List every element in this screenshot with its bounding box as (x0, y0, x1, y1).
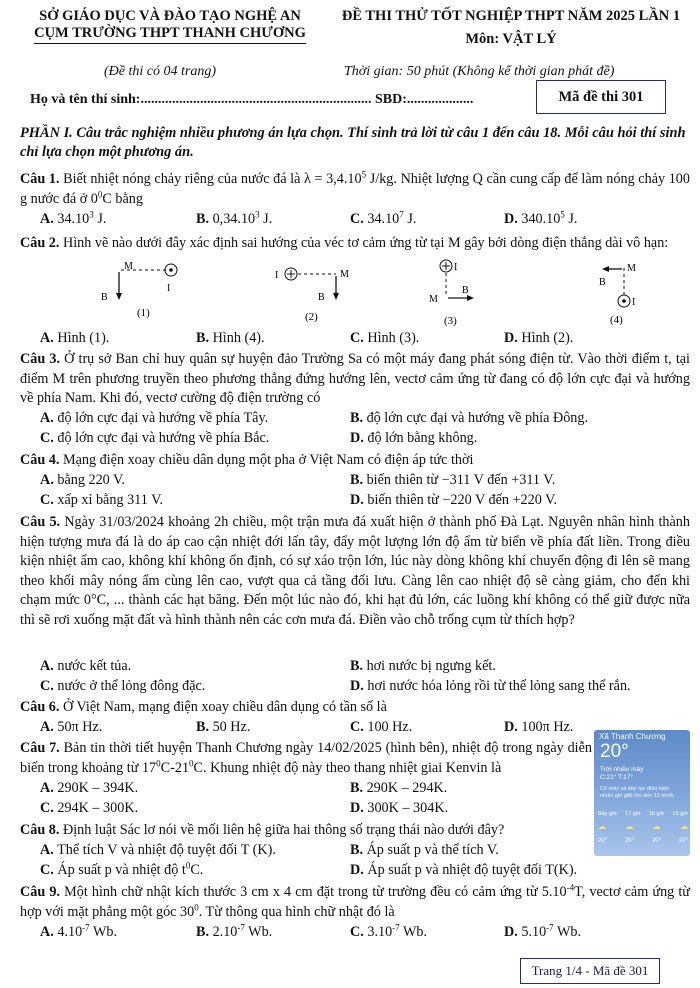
fig4-caption: (4) (610, 314, 623, 326)
fig4-i-label: I (632, 297, 636, 308)
q9-label: Câu 9. (20, 884, 60, 900)
q9-option-d[interactable]: D. $5.10^{-7}$ Wb. (504, 922, 581, 940)
q5-option-b[interactable]: B. hơi nước bị ngưng kết. (350, 658, 496, 674)
fig3-i-label: I (454, 262, 458, 273)
q2-option-c[interactable]: C. Hình (3). (350, 330, 420, 346)
weather-note: Có mây và tiếp tục điều kiện nhiều gió giật lên đến 12 km/h. (600, 786, 675, 799)
q2-text: Hình vẽ nào dưới đây xác định sai hướng của véc tơ cảm ứng từ tại M gây bởi dòng điện thẳng dài vô hạn: (59, 235, 669, 251)
fig1-m-label: M (124, 261, 133, 272)
fig1-b-label: B (101, 292, 108, 303)
fig1-caption: (1) (137, 307, 150, 319)
q2-option-d[interactable]: D. Hình (2). (504, 330, 574, 346)
fig3-caption: (3) (444, 315, 457, 327)
fig3-b-label: B (462, 285, 469, 296)
question-4 (20, 451, 690, 471)
student-line: Họ và tên thí sinh:.................................................................. SBD:................... (30, 92, 474, 107)
subject: Môn: VẬT LÝ (465, 31, 557, 47)
q1-option-c[interactable]: C. 34.10$^7$ J. (350, 209, 417, 227)
cloud-icon: ☁ (598, 822, 606, 831)
q6-option-a[interactable]: A. 50π Hz. (40, 719, 103, 735)
q5-text: Ngày 31/03/2024 khoảng 2h chiều, một trận mưa đá xuất hiện ở thành phố Đà Lạt. Nguyên nhân hình thành hiện tượng mưa đá là do áp cao cận nhiệt đới lấn tây, đẩy một lượng lớn độ ẩm từ biển về phía đất liền. Trong điều kiện nhiệt ẩm cao, không khí không ổn định, có sự xáo trộn lớn, lúc này dòng không khí chuyển động đi lên sẽ mang theo khối mây nóng ẩm cùng lên cao, vượt qua cả tầng đối lưu. Càng lên cao nhiệt độ sẽ càng giảm, cho đến khi chạm mức 0°C, ... thành các hạt băng. Đến một lúc nào đó, khi hạt đủ lớn, các luồng khí không có thể giữ được nữa thì sẽ rơi xuống mặt đất và hình thành nên các cơn mưa đá. Điền vào chỗ trống cụm từ thích hợp? (20, 514, 690, 628)
question-7: Câu 7. Bản tin thời tiết huyện Thanh Chương ngày 14/02/2025 (hình bên), nhiệt độ trong ngày diễn biến trong khoảng từ $17^0C-21^0C$. Khung nhiệt độ này theo thang nhiệt giai Kenvin là (20, 740, 592, 776)
q1-text-c: C bằng (102, 190, 143, 207)
q6-label: Câu 6. (20, 699, 60, 715)
page-footer: Trang 1/4 - Mã đề 301 (520, 958, 660, 984)
q5-option-a[interactable]: A. nước kết tủa. (40, 658, 132, 674)
q5-label: Câu 5. (20, 514, 61, 530)
fig1-i-label: I (167, 283, 171, 294)
q2-option-a[interactable]: A. Hình (1). (40, 330, 110, 346)
q2-figure-3 (426, 256, 496, 330)
weather-city: Xã Thanh Chương (599, 732, 666, 741)
cloud-icon: ☁ (652, 822, 661, 831)
q2-label: Câu 2. (20, 235, 60, 251)
q1-text-b: J/kg. Nhiệt lượng Q cần cung cấp để làm nóng chảy 100 g nước đá ở 0 (20, 171, 690, 207)
q9-option-a[interactable]: A. $4.10^{-7}$ Wb. (40, 922, 117, 940)
exam-title-block (326, 8, 696, 48)
q2-figure-4 (594, 256, 664, 330)
q2-figure-2 (272, 262, 362, 326)
q2-figure-1 (95, 258, 195, 322)
weather-hours: Bây giờ 17 giờ 18 giờ 19 giờ (598, 811, 688, 817)
question-1 (20, 170, 690, 209)
q1-label: Câu 1. (20, 171, 60, 187)
question-5 (20, 513, 690, 630)
exam-code-box: Mã đề thi 301 (536, 80, 666, 114)
fig2-caption: (2) (305, 311, 318, 323)
q4-text: Mạng điện xoay chiều dân dụng một pha ở Việt Nam có điện áp tức thời (59, 452, 474, 468)
q7-option-d[interactable]: D. 300K – 304K. (350, 800, 449, 816)
q9-option-c[interactable]: C. $3.10^{-7}$ Wb. (350, 922, 427, 940)
question-9: Câu 9. Một hình chữ nhật kích thước 3 cm x 4 cm đặt trong từ trường đều có cảm ứng từ $5.10^{-4}T$, vectơ cảm ứng từ hợp với mặt phẳng một góc $30^0$. Từ thông qua hình chữ nhật đó là (20, 882, 691, 920)
q4-option-b[interactable]: B. biến thiên từ −311 V đến +311 V. (350, 472, 556, 488)
q2-option-b[interactable]: B. Hình (4). (196, 330, 265, 346)
cloud-icon: ☁ (679, 822, 688, 831)
org-block (20, 8, 320, 44)
weather-hour-temps: 20° 20° 20° 20° (598, 838, 688, 844)
question-8 (20, 821, 690, 841)
q4-option-c[interactable]: C. xấp xỉ bằng 311 V. (40, 492, 164, 508)
q7-option-a[interactable]: A. 290K – 394K. (40, 780, 139, 796)
q3-option-c[interactable]: C. độ lớn cực đại và hướng về phía Bắc. (40, 430, 270, 446)
fig4-b-label: B (599, 277, 606, 288)
q7-label: Câu 7. (20, 740, 60, 756)
q8-option-a[interactable]: A. Thể tích V và nhiệt độ tuyệt đối T (K). (40, 842, 276, 858)
time-note: Thời gian: 50 phút (Không kể thời gian phát đề) (344, 64, 615, 79)
cloud-icon: ☁ (625, 822, 634, 831)
weather-desc: Trời nhiều mây C:21° T:17° (600, 766, 644, 781)
q5-option-d[interactable]: D. hơi nước hóa lỏng rồi từ thể lỏng sang thể rắn. (350, 678, 631, 694)
q7-option-b[interactable]: B. 290K – 294K. (350, 780, 448, 796)
q3-option-b[interactable]: B. độ lớn cực đại và hướng về phía Đông. (350, 410, 589, 426)
q1-text-a: Biết nhiệt nóng chảy riêng của nước đá là λ = 3,4.10 (59, 171, 362, 187)
q6-option-b[interactable]: B. 50 Hz. (196, 719, 251, 735)
part1-heading: PHẦN I. Câu trắc nghiệm nhiều phương án lựa chọn. Thí sinh trả lời từ câu 1 đến câu 18. Mỗi câu hỏi thí sinh chỉ lựa chọn một phương án. (20, 125, 686, 160)
q7-text-a: Bản tin thời tiết huyện Thanh Chương ngày 14/02/2025 (hình bên), nhiệt độ trong ngày diễn biến trong khoảng từ 17 (20, 740, 592, 776)
q3-label: Câu 3. (20, 351, 60, 367)
q6-text: Ở Việt Nam, mạng điện xoay chiều dân dụng có tần số là (59, 699, 387, 715)
question-6 (20, 698, 690, 718)
pages-note: (Đề thi có 04 trang) (104, 64, 216, 79)
question-2 (20, 234, 690, 254)
q4-option-a[interactable]: A. bằng 220 V. (40, 472, 126, 488)
q4-label: Câu 4. (20, 452, 60, 468)
q1-sup: 5 (361, 169, 367, 180)
weather-temp: 20° (600, 741, 629, 762)
q7-option-c[interactable]: C. 294K – 300K. (40, 800, 139, 816)
q8-option-d[interactable]: D. Áp suất p và nhiệt độ tuyệt đối T(K). (350, 862, 578, 878)
q6-option-c[interactable]: C. 100 Hz. (350, 719, 413, 735)
q3-option-d[interactable]: D. độ lớn bằng không. (350, 430, 478, 446)
q1-option-a[interactable]: A. 34.10$^3$ J. (40, 209, 107, 227)
fig2-i-label: I (275, 270, 279, 281)
q3-option-a[interactable]: A. độ lớn cực đại và hướng về phía Tây. (40, 410, 269, 426)
q6-option-d[interactable]: D. 100π Hz. (504, 719, 574, 735)
q8-option-b[interactable]: B. Áp suất p và thể tích V. (350, 842, 499, 858)
q8-label: Câu 8. (20, 822, 60, 838)
q9-option-b[interactable]: B. $2.10^{-7}$ Wb. (196, 922, 273, 940)
fig4-m-label: M (627, 263, 636, 274)
question-3 (20, 350, 690, 409)
fig2-m-label: M (340, 269, 349, 280)
q1-sup2: 0 (97, 188, 103, 199)
q5-option-c[interactable]: C. nước ở thể lỏng đông đặc. (40, 678, 206, 694)
org-line1: SỞ GIÁO DỤC VÀ ĐÀO TẠO NGHỆ AN (39, 8, 301, 24)
exam-title: ĐỀ THI THỬ TỐT NGHIỆP THPT NĂM 2025 LẦN 1 (341, 8, 681, 24)
q3-text: Ở trụ sở Ban chỉ huy quân sự huyện đảo Trường Sa có một máy đang phát sóng điện từ. Vào thời điểm t, tại điểm M trên phương truyền theo phương thẳng đứng hướng lên, vectơ cảm ứng từ đang có độ lớn cực đại và hướng về phía Nam. Khi đó, vectơ cường độ điện trường có (20, 351, 690, 406)
q1-option-b[interactable]: B. 0,34.10$^3$ J. (196, 209, 273, 227)
q8-option-c[interactable]: C. Áp suất p và nhiệt độ $t^0C$. (40, 860, 204, 878)
q8-text: Định luật Sác lơ nói về mối liên hệ giữa hai thông số trạng thái nào dưới đây? (59, 822, 505, 838)
q4-option-d[interactable]: D. biến thiên từ −220 V đến +220 V. (350, 492, 558, 508)
org-line2: CỤM TRƯỜNG THPT THANH CHƯƠNG (34, 25, 306, 44)
fig2-b-label: B (318, 292, 325, 303)
fig3-m-label: M (429, 294, 438, 305)
q1-option-d[interactable]: D. 340.10$^5$ J. (504, 209, 578, 227)
